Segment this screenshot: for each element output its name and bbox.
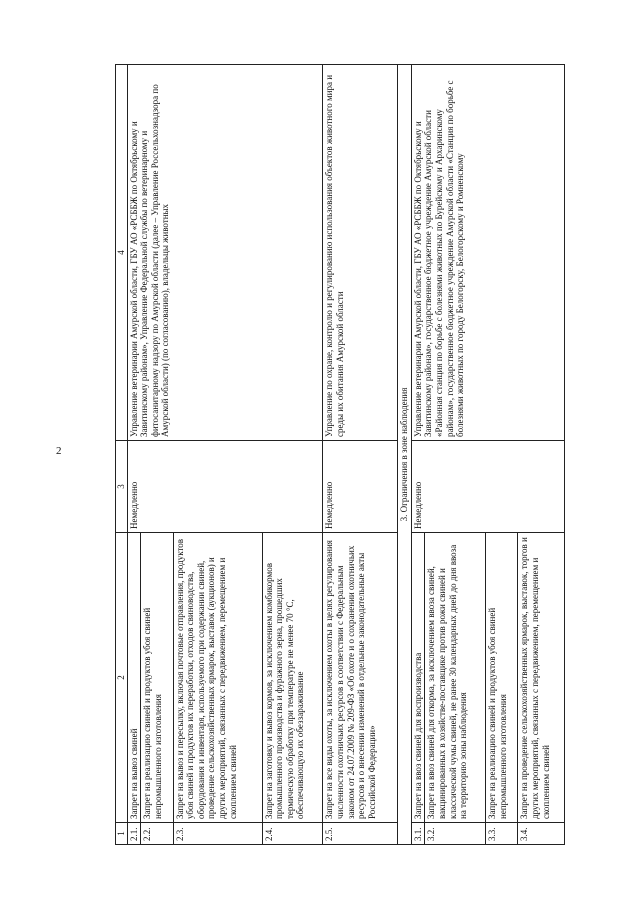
measure-text: Запрет на все виды охоты, за исключением охоты в целях регулирования численности охотничьих ресурсов в соответствии с Федеральным законом от 24.07.2009 № 209-ФЗ «Об охоте и о сохранении охотничьих ресурсов и о внесении изменений в отдельные законодательные акты Российской Федерации» (323, 533, 398, 823)
col-header-3: 3 (116, 441, 128, 533)
row-number: 3.1. (411, 823, 425, 845)
col-header-4: 4 (116, 65, 128, 441)
table-row (411, 65, 425, 845)
page-number: 2 (56, 445, 62, 457)
section-title: 3. Ограничения в зоне наблюдения (398, 65, 412, 845)
measure-text: Запрет на вывоз и пересылку, включая почтовые отправления, продуктов убоя свиней и продуктов их переработки, отходов свиноводства, оборудования и инвентаря, используемого при содержании свиней, проведение сельскохозяйственных ярмарок, выставок (аукционов) и других мероприятий, связанных с передвижением, перемещением и скоплением свиней (173, 533, 262, 823)
row-number: 2.3. (173, 823, 262, 845)
measure-text: Запрет на ввоз свиней для воспроизводства (411, 533, 425, 823)
row-number: 2.4. (262, 823, 323, 845)
responsible-cell: Управление по охране, контролю и регулированию использования объектов животного мира и среды их обитания Амурской области (323, 65, 398, 441)
measure-text: Запрет на реализацию свиней и продуктов убоя свиней непромышленного изготовления (141, 533, 173, 823)
row-number: 2.2. (141, 823, 173, 845)
measure-text: Запрет на ввоз свиней для откорма, за исключением ввоза свиней, вакцинированных в хозяйстве-поставщике против рожи свиней и классической чумы свиней, не ранее 30 календарных дней до дня ввоза на территорию зоны наблюдения (425, 533, 486, 823)
table-row (323, 65, 398, 845)
measure-text: Запрет на заготовку и вывоз кормов, за исключением комбикормов промышленного производства и фуражного зерна, прошедших термическую обработку при температуре не менее 70 °С, обеспечивающую их обеззараживание (262, 533, 323, 823)
term-cell: Немедленно (411, 441, 564, 533)
table-row (127, 65, 141, 845)
row-number: 3.3. (486, 823, 518, 845)
col-header-1: 1 (116, 823, 128, 845)
col-header-2: 2 (116, 533, 128, 823)
responsible-cell: Управление ветеринарии Амурской области, ГБУ АО «РСББЖ по Октябрьскому и Завитинскому районам», государственное бюджетное учреждение Амурской области «Районная станция по борьбе с болезнями животных по Бурейскому и Архаринскому районам», государственное бюджетное учреждение Амурской области «Станция по борьбе с болезнями животных по городу Белогорску, Белогорскому и Ромненскому (411, 65, 564, 441)
measure-text: Запрет на реализацию свиней и продуктов убоя свиней непромышленного изготовления (486, 533, 518, 823)
responsible-cell: Управление ветеринарии Амурской области, ГБУ АО «РСББЖ по Октябрьскому и Завитинскому районам», Управление Федеральной службы по ветеринарному и фитосанитарному надзору по Амурской области (далее – Управление Россельхознадзора по Амурской области) (по согласованию), владельцы животных (127, 65, 323, 441)
rotated-table-wrapper (115, 65, 565, 845)
measure-text: Запрет на вывоз свиней (127, 533, 141, 823)
row-number: 3.4. (518, 823, 565, 845)
measure-text: Запрет на проведение сельскохозяйственных ярмарок, выставок, торгов и других мероприятий, связанных с передвижением, перемещением и скоплением свиней (518, 533, 565, 823)
measures-table (115, 64, 565, 845)
term-cell: Немедленно (127, 441, 323, 533)
row-number: 2.5. (323, 823, 398, 845)
row-number: 2.1. (127, 823, 141, 845)
header-row (116, 65, 128, 845)
term-cell: Немедленно (323, 441, 398, 533)
section-header-row (398, 65, 412, 845)
row-number: 3.2. (425, 823, 486, 845)
